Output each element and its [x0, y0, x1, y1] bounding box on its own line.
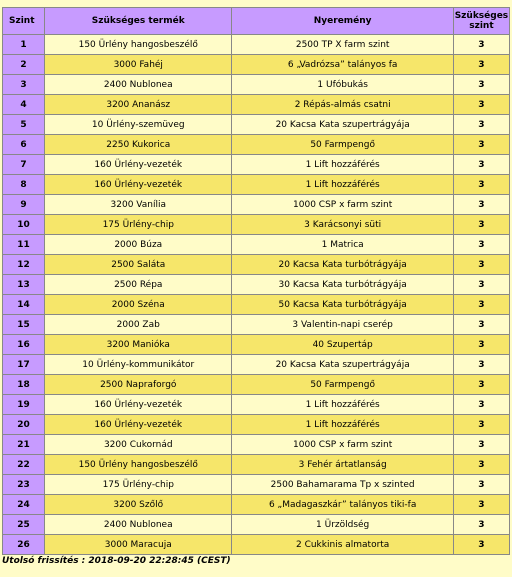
- cell-level: 22: [3, 455, 44, 474]
- cell-required-level: 3: [454, 375, 509, 394]
- cell-required-level: 3: [454, 235, 509, 254]
- cell-required-level: 3: [454, 515, 509, 534]
- cell-reward: 2500 TP X farm szint: [232, 35, 452, 54]
- cell-required-level: 3: [454, 455, 509, 474]
- cell-required-level: 3: [454, 135, 509, 154]
- cell-level: 11: [3, 235, 44, 254]
- cell-level: 14: [3, 295, 44, 314]
- cell-product: 2000 Széna: [45, 295, 231, 314]
- header-reward: Nyeremény: [232, 8, 452, 34]
- cell-product: 160 Ürlény-vezeték: [45, 415, 231, 434]
- cell-required-level: 3: [454, 75, 509, 94]
- cell-reward: 1 Lift hozzáférés: [232, 415, 452, 434]
- cell-reward: 3 Karácsonyi süti: [232, 215, 452, 234]
- cell-reward: 40 Szupertáp: [232, 335, 452, 354]
- cell-product: 2000 Zab: [45, 315, 231, 334]
- cell-level: 6: [3, 135, 44, 154]
- cell-required-level: 3: [454, 295, 509, 314]
- cell-reward: 1 Ürzöldség: [232, 515, 452, 534]
- table-header-row: [3, 8, 509, 34]
- cell-level: 7: [3, 155, 44, 174]
- cell-required-level: 3: [454, 115, 509, 134]
- cell-product: 3200 Cukornád: [45, 435, 231, 454]
- cell-level: 16: [3, 335, 44, 354]
- table-row: [3, 395, 509, 414]
- cell-product: 3200 Ananász: [45, 95, 231, 114]
- cell-level: 18: [3, 375, 44, 394]
- table-row: [3, 295, 509, 314]
- cell-reward: 3 Fehér ártatlanság: [232, 455, 452, 474]
- table-row: [3, 335, 509, 354]
- cell-level: 12: [3, 255, 44, 274]
- cell-reward: 1000 CSP x farm szint: [232, 195, 452, 214]
- last-updated-text: Utolsó frissítés : 2018-09-20 22:28:45 (CEST): [2, 556, 231, 566]
- cell-reward: 1 Matrica: [232, 235, 452, 254]
- header-required-level: Szükséges szint: [454, 8, 509, 34]
- cell-reward: 20 Kacsa Kata turbótrágyája: [232, 255, 452, 274]
- table-row: [3, 55, 509, 74]
- table-row: [3, 435, 509, 454]
- cell-product: 150 Ürlény hangosbeszélő: [45, 455, 231, 474]
- cell-required-level: 3: [454, 495, 509, 514]
- table-row: [3, 535, 509, 554]
- cell-required-level: 3: [454, 435, 509, 454]
- cell-product: 3000 Maracuja: [45, 535, 231, 554]
- cell-reward: 6 „Vadrózsa” talányos fa: [232, 55, 452, 74]
- table-row: [3, 275, 509, 294]
- table-row: [3, 255, 509, 274]
- table-row: [3, 235, 509, 254]
- table-row: [3, 155, 509, 174]
- cell-reward: 20 Kacsa Kata szupertrágyája: [232, 115, 452, 134]
- cell-reward: 20 Kacsa Kata szupertrágyája: [232, 355, 452, 374]
- cell-product: 3000 Fahéj: [45, 55, 231, 74]
- cell-required-level: 3: [454, 95, 509, 114]
- cell-level: 2: [3, 55, 44, 74]
- cell-reward: 50 Farmpengő: [232, 135, 452, 154]
- cell-level: 3: [3, 75, 44, 94]
- cell-reward: 6 „Madagaszkár” talányos tiki-fa: [232, 495, 452, 514]
- cell-level: 19: [3, 395, 44, 414]
- cell-required-level: 3: [454, 55, 509, 74]
- cell-required-level: 3: [454, 155, 509, 174]
- table-row: [3, 115, 509, 134]
- table-row: [3, 415, 509, 434]
- cell-level: 15: [3, 315, 44, 334]
- table-row: [3, 475, 509, 494]
- cell-required-level: 3: [454, 535, 509, 554]
- cell-reward: 2 Cukkinis almatorta: [232, 535, 452, 554]
- table-row: [3, 215, 509, 234]
- table-row: [3, 35, 509, 54]
- cell-reward: 30 Kacsa Kata turbótrágyája: [232, 275, 452, 294]
- cell-product: 2000 Búza: [45, 235, 231, 254]
- cell-product: 3200 Manióka: [45, 335, 231, 354]
- table-row: [3, 315, 509, 334]
- cell-level: 21: [3, 435, 44, 454]
- table-row: [3, 135, 509, 154]
- table-row: [3, 355, 509, 374]
- cell-level: 4: [3, 95, 44, 114]
- cell-level: 5: [3, 115, 44, 134]
- cell-reward: 50 Kacsa Kata turbótrágyája: [232, 295, 452, 314]
- table-row: [3, 75, 509, 94]
- cell-product: 160 Ürlény-vezeték: [45, 175, 231, 194]
- cell-level: 24: [3, 495, 44, 514]
- cell-reward: 1 Lift hozzáférés: [232, 175, 452, 194]
- cell-level: 25: [3, 515, 44, 534]
- cell-reward: 3 Valentin-napi cserép: [232, 315, 452, 334]
- cell-product: 10 Ürlény-kommunikátor: [45, 355, 231, 374]
- cell-level: 23: [3, 475, 44, 494]
- cell-product: 3200 Vanília: [45, 195, 231, 214]
- cell-reward: 2500 Bahamarama Tp x szinted: [232, 475, 452, 494]
- cell-level: 8: [3, 175, 44, 194]
- cell-level: 13: [3, 275, 44, 294]
- cell-reward: 2 Répás-almás csatni: [232, 95, 452, 114]
- table-row: [3, 495, 509, 514]
- table-row: [3, 195, 509, 214]
- cell-level: 9: [3, 195, 44, 214]
- cell-product: 2400 Nublonea: [45, 515, 231, 534]
- cell-required-level: 3: [454, 255, 509, 274]
- cell-reward: 1 Ufóbukás: [232, 75, 452, 94]
- cell-required-level: 3: [454, 315, 509, 334]
- table-row: [3, 95, 509, 114]
- cell-product: 2250 Kukorica: [45, 135, 231, 154]
- header-level: Szint: [3, 8, 44, 34]
- table-row: [3, 515, 509, 534]
- cell-product: 2400 Nublonea: [45, 75, 231, 94]
- cell-level: 10: [3, 215, 44, 234]
- table-row: [3, 455, 509, 474]
- cell-product: 160 Ürlény-vezeték: [45, 395, 231, 414]
- cell-product: 175 Ürlény-chip: [45, 215, 231, 234]
- cell-product: 160 Ürlény-vezeték: [45, 155, 231, 174]
- header-product: Szükséges termék: [45, 8, 231, 34]
- cell-product: 10 Ürlény-szemüveg: [45, 115, 231, 134]
- cell-level: 20: [3, 415, 44, 434]
- table-body: [3, 35, 509, 554]
- cell-reward: 1000 CSP x farm szint: [232, 435, 452, 454]
- cell-required-level: 3: [454, 215, 509, 234]
- cell-level: 1: [3, 35, 44, 54]
- cell-required-level: 3: [454, 195, 509, 214]
- cell-reward: 50 Farmpengő: [232, 375, 452, 394]
- cell-product: 2500 Saláta: [45, 255, 231, 274]
- cell-required-level: 3: [454, 275, 509, 294]
- cell-required-level: 3: [454, 475, 509, 494]
- cell-required-level: 3: [454, 335, 509, 354]
- cell-required-level: 3: [454, 175, 509, 194]
- cell-product: 2500 Répa: [45, 275, 231, 294]
- cell-level: 17: [3, 355, 44, 374]
- cell-product: 150 Ürlény hangosbeszélő: [45, 35, 231, 54]
- cell-required-level: 3: [454, 355, 509, 374]
- cell-product: 2500 Napraforgó: [45, 375, 231, 394]
- cell-required-level: 3: [454, 415, 509, 434]
- cell-required-level: 3: [454, 395, 509, 414]
- cell-product: 175 Ürlény-chip: [45, 475, 231, 494]
- cell-product: 3200 Szőlő: [45, 495, 231, 514]
- table-row: [3, 175, 509, 194]
- cell-reward: 1 Lift hozzáférés: [232, 395, 452, 414]
- cell-level: 26: [3, 535, 44, 554]
- table-row: [3, 375, 509, 394]
- rewards-table: [2, 7, 510, 555]
- cell-reward: 1 Lift hozzáférés: [232, 155, 452, 174]
- cell-required-level: 3: [454, 35, 509, 54]
